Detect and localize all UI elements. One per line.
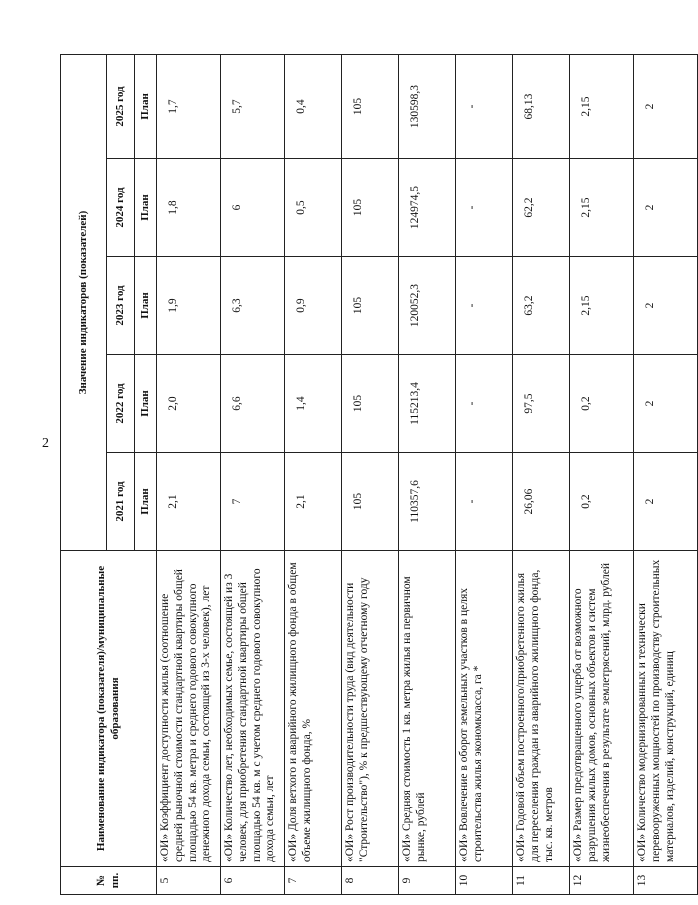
plan-value: 68,13	[513, 54, 570, 158]
plan-value: 2	[634, 54, 698, 158]
header-year: 2025 год	[107, 54, 135, 158]
header-year: 2023 год	[107, 257, 135, 355]
header-plan: План	[135, 257, 157, 355]
header-year: 2021 год	[107, 453, 135, 551]
indicator-name: «ОИ» Количество модернизированных и технически перевооруженных мощностей по производству строительных материалов, изделий, конструкций, единиц	[634, 551, 698, 867]
plan-value: 2	[634, 453, 698, 551]
plan-value: 0,5	[285, 159, 342, 257]
table-row	[570, 54, 634, 894]
table-row	[157, 54, 221, 894]
plan-value: 26,06	[513, 453, 570, 551]
plan-value: 62,2	[513, 159, 570, 257]
header-year: 2022 год	[107, 355, 135, 453]
plan-value: 105	[342, 54, 399, 158]
indicators-table	[60, 54, 698, 895]
plan-value: 7	[221, 453, 285, 551]
row-number: 11	[513, 867, 570, 895]
plan-value: 2,15	[570, 54, 634, 158]
table-row	[634, 54, 698, 894]
table-row	[342, 54, 399, 894]
plan-value: 105	[342, 453, 399, 551]
table-row	[399, 54, 456, 894]
header-year: 2024 год	[107, 159, 135, 257]
plan-value: 2	[634, 159, 698, 257]
header-indicator-name: Наименование индикатора (показателя)/муниципальные образования	[61, 551, 157, 867]
plan-value: 97,5	[513, 355, 570, 453]
plan-value: -	[456, 453, 513, 551]
row-number: 6	[221, 867, 285, 895]
plan-value: 2	[634, 257, 698, 355]
row-number: 5	[157, 867, 221, 895]
plan-value: 63,2	[513, 257, 570, 355]
header-plan: План	[135, 54, 157, 158]
indicator-name: «ОИ» Размер предотвращенного ущерба от возможного разрушения жилых домов, основных объектов и систем жизнеобеспечения в результате землетрясений, млрд. рублей	[570, 551, 634, 867]
row-number: 8	[342, 867, 399, 895]
plan-value: 105	[342, 159, 399, 257]
rotated-page	[60, 55, 676, 895]
plan-value: 5,7	[221, 54, 285, 158]
header-values: Значение индикаторов (показателей)	[61, 54, 107, 550]
plan-value: 6,3	[221, 257, 285, 355]
plan-value: 120052,3	[399, 257, 456, 355]
indicator-name: «ОИ» Коэффициент доступности жилья (соотношение средней рыночной стоимости стандартной квартиры общей площадью 54 кв. метра и среднего годового совокупного денежного дохода семьи, состоящей из 3-х человек), лет	[157, 551, 221, 867]
plan-value: 0,2	[570, 355, 634, 453]
plan-value: -	[456, 159, 513, 257]
plan-value: 6	[221, 159, 285, 257]
row-number: 13	[634, 867, 698, 895]
plan-value: 2,1	[285, 453, 342, 551]
header-number: № пп.	[61, 867, 157, 895]
header-plan: План	[135, 355, 157, 453]
table-row	[456, 54, 513, 894]
indicator-name: «ОИ» Годовой объем построенного/приобретенного жилья для переселения граждан из аварийного жилищного фонда, тыс. кв. метров	[513, 551, 570, 867]
table-row	[285, 54, 342, 894]
table-row	[221, 54, 285, 894]
plan-value: 0,4	[285, 54, 342, 158]
indicator-name: «ОИ» Количество лет, необходимых семье, состоящей из 3 человек, для приобретения стандартной квартиры общей площадью 54 кв. м с учетом среднего годового совокупного дохода семьи, лет	[221, 551, 285, 867]
plan-value: 1,8	[157, 159, 221, 257]
plan-value: -	[456, 257, 513, 355]
indicator-name: «ОИ» Доля ветхого и аварийного жилищного фонда в общем объеме жилищного фонда, %	[285, 551, 342, 867]
table-row	[513, 54, 570, 894]
indicator-name: «ОИ» Средняя стоимость 1 кв. метра жилья на первичном рынке, рублей	[399, 551, 456, 867]
plan-value: 105	[342, 257, 399, 355]
plan-value: 130598,3	[399, 54, 456, 158]
plan-value: 6,6	[221, 355, 285, 453]
plan-value: 1,9	[157, 257, 221, 355]
plan-value: 1,7	[157, 54, 221, 158]
plan-value: 2,0	[157, 355, 221, 453]
plan-value: -	[456, 355, 513, 453]
plan-value: -	[456, 54, 513, 158]
row-number: 7	[285, 867, 342, 895]
plan-value: 110357,6	[399, 453, 456, 551]
plan-value: 2	[634, 355, 698, 453]
plan-value: 2,15	[570, 159, 634, 257]
plan-value: 115213,4	[399, 355, 456, 453]
header-plan: План	[135, 159, 157, 257]
plan-value: 1,4	[285, 355, 342, 453]
plan-value: 124974,5	[399, 159, 456, 257]
indicator-name: «ОИ» Вовлечение в оборот земельных участков в целях строительства жилья экономкласса, га *	[456, 551, 513, 867]
row-number: 12	[570, 867, 634, 895]
header-plan: План	[135, 453, 157, 551]
page-number: 2	[42, 436, 49, 451]
plan-value: 105	[342, 355, 399, 453]
row-number: 9	[399, 867, 456, 895]
plan-value: 0,9	[285, 257, 342, 355]
row-number: 10	[456, 867, 513, 895]
plan-value: 2,1	[157, 453, 221, 551]
plan-value: 0,2	[570, 453, 634, 551]
indicator-name: «ОИ» Рост производительности труда (вид деятельности "Строительство"), % к предшествующему отчетному году	[342, 551, 399, 867]
plan-value: 2,15	[570, 257, 634, 355]
